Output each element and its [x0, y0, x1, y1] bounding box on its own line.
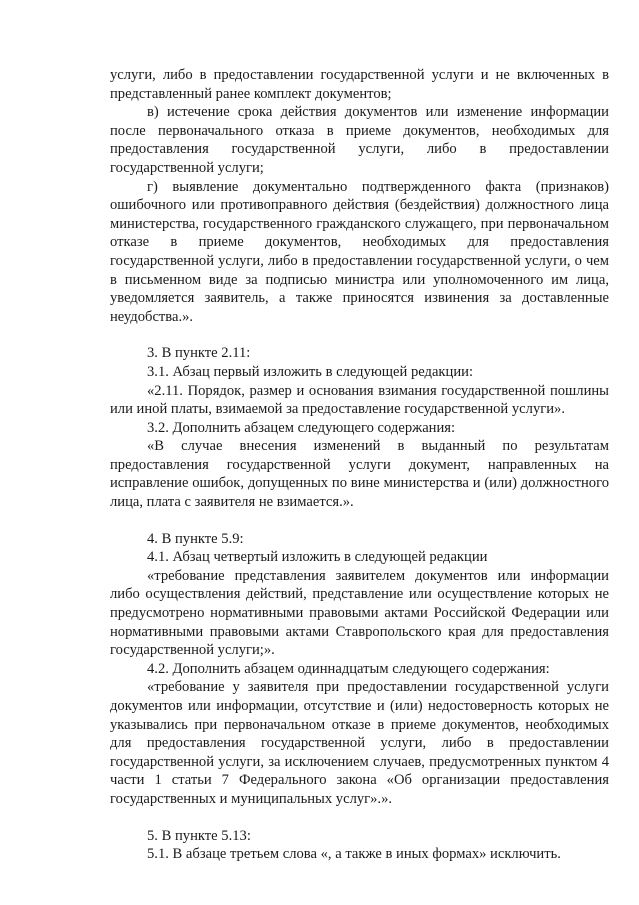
paragraph-4-1-text: «требование представления заявителем документов или информации либо осуществления действий, представление или осуществление которых не предусмотрено нормативными правовыми актами Российской Федерации или нормативными правовыми актами Ставропольского края для предоставления государственной услуги;».	[110, 567, 609, 659]
section-heading-4: 4. В пункте 5.9:	[147, 530, 244, 547]
paragraph-3-2-text: «В случае внесения изменений в выданный по результатам предоставления государственной услуги документ, направленных на исправление ошибок, допущенных по вине министерства и (или) должностного лица, плата с заявителя не взимается.».	[110, 438, 609, 511]
paragraph-item-v: в) истечение срока действия документов или изменение информации после первоначального отказа в приеме документов, необходимых для предоставления государственной услуги, либо в предоставлении государственной услуги;	[110, 104, 609, 176]
paragraph-4-1: 4.1. Абзац четвертый изложить в следующей редакции	[147, 549, 488, 566]
paragraph-3-1: 3.1. Абзац первый изложить в следующей редакции:	[147, 363, 474, 380]
paragraph-3-2: 3.2. Дополнить абзацем следующего содержания:	[147, 419, 456, 436]
paragraph-item-g: г) выявление документально подтвержденного факта (признаков) ошибочного или противоправного действия (бездействия) должностного лица министерства, государственного гражданского служащего, при первоначальном отказе в приеме документов, необходимых для предоставления государственной услуги, либо в предоставлении государственной услуги, о чем в письменном виде за подписью министра или уполномоченного им лица, уведомляется заявитель, а также приносятся извинения за доставленные неудобства.».	[110, 178, 609, 325]
paragraph-continuation: услуги, либо в предоставлении государственной услуги и не включенных в представленный ранее комплект документов;	[110, 67, 609, 102]
section-heading-3: 3. В пункте 2.11:	[147, 345, 251, 362]
paragraph-5-1: 5.1. В абзаце третьем слова «, а также в иных формах» исключить.	[147, 846, 561, 863]
paragraph-4-2-text: «требование у заявителя при предоставлении государственной услуги документов или информации, отсутствие и (или) недостоверность которых не указывались при первоначальном отказе в приеме документов, необходимых для предоставления государственной услуги, либо в предоставлении государственной услуги, за исключением случаев, предусмотренных пунктом 4 части 1 статьи 7 Федерального закона «Об организации предоставления государственных и муниципальных услуг».».	[110, 679, 609, 807]
section-heading-5: 5. В пункте 5.13:	[147, 827, 251, 844]
paragraph-4-2: 4.2. Дополнить абзацем одиннадцатым следующего содержания:	[147, 660, 550, 677]
paragraph-3-1-text: «2.11. Порядок, размер и основания взимания государственной пошлины или иной платы, взимаемой за предоставление государственной услуги».	[110, 382, 609, 418]
